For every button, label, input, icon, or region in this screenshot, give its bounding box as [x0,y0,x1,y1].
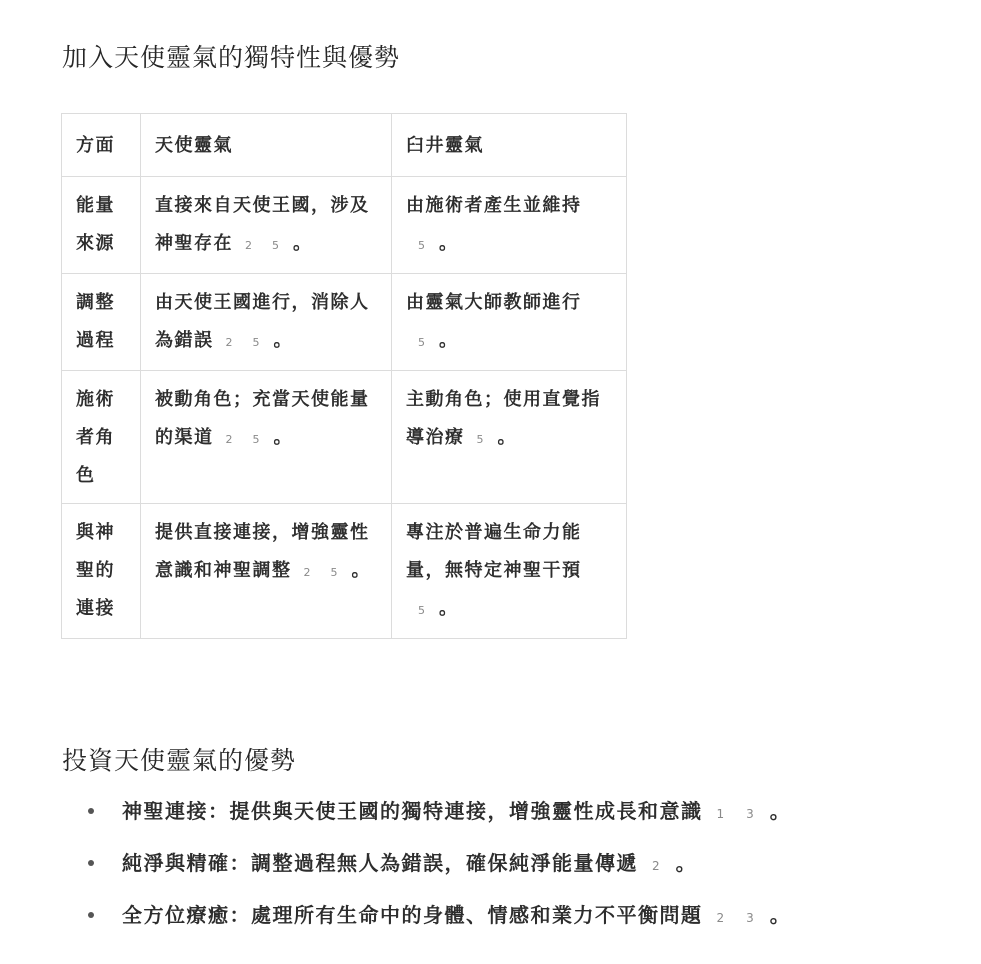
cell-text: 純淨與精確：調整過程無人為錯誤，確保純淨能量傳遞 [122,851,638,875]
citation-marker[interactable]: 5 [330,566,338,579]
cell-text: 專注於普遍生命力能量，無特定神聖干預 [406,522,582,581]
citation-marker[interactable]: 2 [225,433,233,446]
cell-angelic [141,504,392,639]
citation-marker[interactable]: 5 [418,604,425,617]
list-item [0,840,791,892]
citation-marker[interactable]: 5 [252,433,260,446]
cell-text: 由施術者產生並維持 [406,195,582,216]
list-item [0,788,791,840]
bullet-icon [88,860,94,866]
cell-aspect: 能量來源 [62,177,141,274]
cell-text: 提供直接連接，增強靈性意識和神聖調整 [155,522,370,581]
citation-marker[interactable]: 5 [272,239,279,252]
table-row [62,177,627,274]
citation-marker[interactable]: 2 [245,239,252,252]
header-usui-reiki: 臼井靈氣 [392,114,627,177]
header-aspect: 方面 [62,114,141,177]
period-mark: 。 [273,330,293,351]
citation-marker[interactable]: 3 [746,911,754,925]
cell-text: 由靈氣大師教師進行 [406,292,582,313]
citation-marker[interactable]: 5 [252,336,260,349]
bullet-icon [88,808,94,814]
section-title-uniqueness: 加入天使靈氣的獨特性與優勢 [62,43,401,72]
bullet-icon [88,912,94,918]
cell-aspect: 施術者角色 [62,371,141,504]
cell-text: 直接來自天使王國，涉及神聖存在 [155,195,370,254]
period-mark: 。 [675,851,698,875]
cell-usui [392,177,627,274]
cell-text: 主動角色；使用直覺指導治療 [406,389,601,448]
citation-marker[interactable]: 2 [225,336,233,349]
period-mark: 。 [497,427,517,448]
citation-marker[interactable]: 5 [476,433,484,446]
advantages-list [0,788,791,944]
table-header-row [62,114,627,177]
cell-angelic [141,177,392,274]
table-row [62,504,627,639]
period-mark: 。 [769,903,792,927]
cell-aspect: 調整過程 [62,274,141,371]
citation-marker[interactable]: 2 [303,566,311,579]
citation-marker[interactable]: 2 [716,911,725,925]
citation-marker[interactable]: 1 [716,807,725,821]
list-item [0,892,791,944]
period-mark: 。 [293,233,313,254]
cell-usui [392,274,627,371]
period-mark: 。 [769,799,792,823]
cell-text: 全方位療癒：處理所有生命中的身體、情感和業力不平衡問題 [122,903,703,927]
cell-angelic [141,371,392,504]
cell-usui [392,371,627,504]
period-mark: 。 [439,330,459,351]
table-row [62,274,627,371]
citation-marker[interactable]: 5 [418,336,425,349]
period-mark: 。 [273,427,293,448]
cell-text: 被動角色；充當天使能量的渠道 [155,389,370,448]
period-mark: 。 [439,233,459,254]
citation-marker[interactable]: 2 [652,859,660,873]
period-mark: 。 [439,598,459,619]
cell-angelic [141,274,392,371]
cell-text: 由天使王國進行，消除人為錯誤 [155,292,370,351]
comparison-table [61,113,627,639]
period-mark: 。 [351,560,371,581]
citation-marker[interactable]: 5 [418,239,425,252]
section-title-advantages: 投資天使靈氣的優勢 [62,746,297,775]
cell-aspect: 與神聖的連接 [62,504,141,639]
table-row [62,371,627,504]
cell-usui [392,504,627,639]
citation-marker[interactable]: 3 [746,807,754,821]
header-angelic-reiki: 天使靈氣 [141,114,392,177]
cell-text: 神聖連接：提供與天使王國的獨特連接，增強靈性成長和意識 [122,799,703,823]
